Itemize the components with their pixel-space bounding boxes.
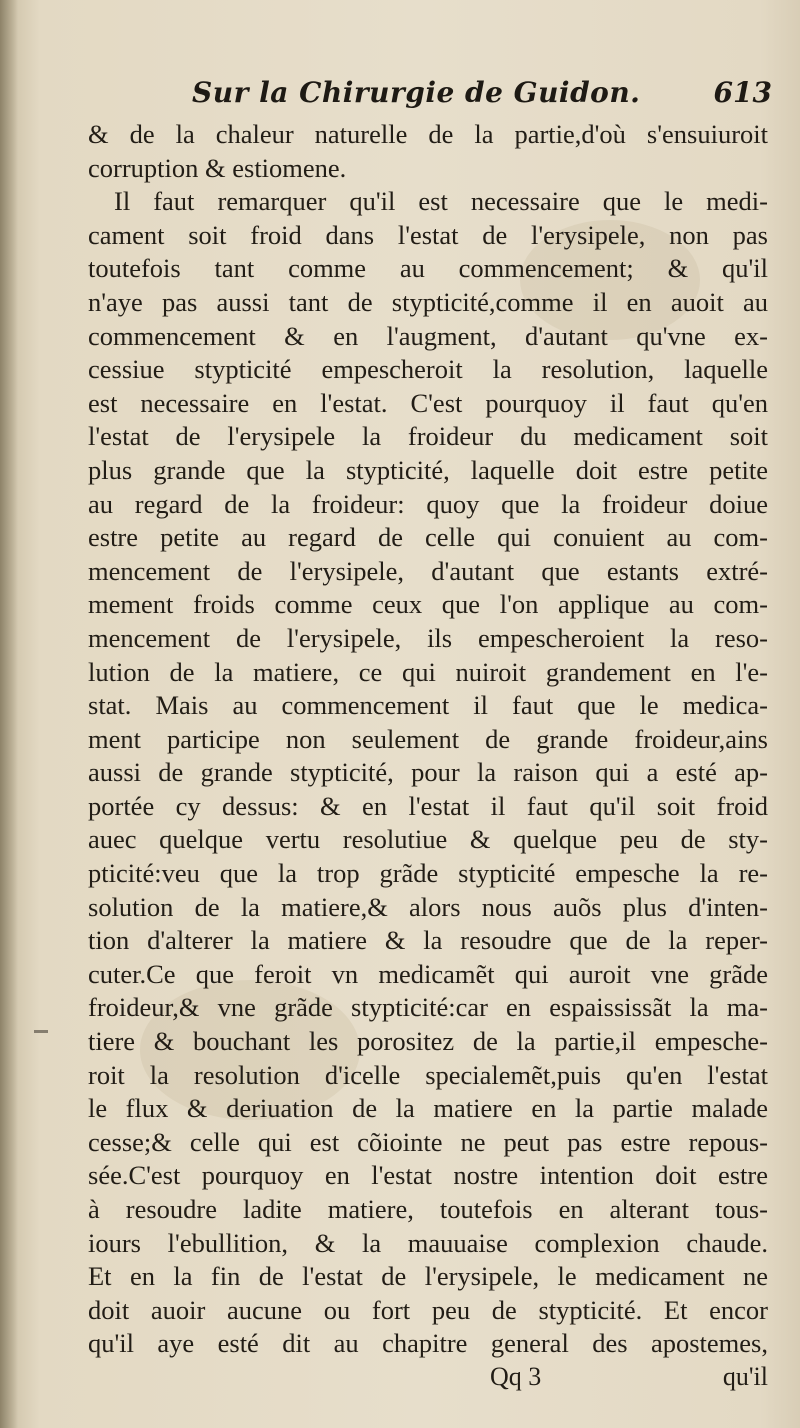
text-line: Et en la fin de l'estat de l'erysipele, le medicament ne xyxy=(88,1261,768,1292)
text-line: mement froids comme ceux que l'on applique au com- xyxy=(88,589,768,620)
text-line: doit auoir aucune ou fort peu de stypticité. Et encor xyxy=(88,1294,768,1325)
page-header xyxy=(192,72,772,116)
text-line: est necessaire en l'estat. C'est pourquoy il faut qu'en xyxy=(88,387,768,418)
text-line: plus grande que la stypticité, laquelle doit estre petite xyxy=(88,454,768,485)
text-line: corruption & estiomene. xyxy=(88,152,347,183)
text-line: aussi de grande stypticité, pour la raison qui a esté ap- xyxy=(88,757,768,788)
text-line: tion d'alterer la matiere & la resoudre que de la reper- xyxy=(88,925,768,956)
page-gutter xyxy=(0,0,18,1428)
text-line: cuter.Ce que feroit vn medicamẽt qui auroit vne grãde xyxy=(88,958,768,989)
text-line: pticité:veu que la trop grãde stypticité empesche la re- xyxy=(88,858,768,889)
text-line: mencement de l'erysipele, d'autant que estants extré- xyxy=(88,555,768,586)
text-line: lution de la matiere, ce qui nuiroit grandement en l'e- xyxy=(88,656,768,687)
text-line: ment participe non seulement de grande froideur,ains xyxy=(88,723,768,754)
text-line: cament soit froid dans l'estat de l'erysipele, non pas xyxy=(88,219,768,250)
text-line: tiere & bouchant les porositez de la partie,il empesche- xyxy=(88,1026,768,1057)
catchword: qu'il xyxy=(722,1362,768,1391)
text-line: cesse;& celle qui est cõiointe ne peut pas estre repous- xyxy=(88,1126,768,1157)
margin-mark xyxy=(34,1030,48,1033)
text-line: Il faut remarquer qu'il est necessaire que le medi- xyxy=(114,186,768,217)
text-line: au regard de la froideur: quoy que la froideur doiue xyxy=(88,488,768,519)
text-line: iours l'ebullition, & la mauuaise complexion chaude. xyxy=(88,1227,768,1258)
text-line: sée.C'est pourquoy en l'estat nostre intention doit estre xyxy=(88,1160,768,1191)
page-number: 613 xyxy=(713,76,772,109)
text-line: l'estat de l'erysipele la froideur du medicament soit xyxy=(88,421,768,452)
text-line: le flux & deriuation de la matiere en la partie malade xyxy=(88,1093,768,1124)
text-line: & de la chaleur naturelle de la partie,d'où s'ensuiuroit xyxy=(88,119,768,149)
text-line: cessiue stypticité empescheroit la resolution, laquelle xyxy=(88,354,768,385)
text-line: auec quelque vertu resolutiue & quelque peu de sty- xyxy=(88,824,768,855)
text-line: stat. Mais au commencement il faut que le medica- xyxy=(88,690,768,721)
page-footer xyxy=(88,1362,768,1398)
text-line: froideur,& vne grãde stypticité:car en espaississãt la ma- xyxy=(88,992,768,1023)
text-line: commencement & en l'augment, d'autant qu'vne ex- xyxy=(88,320,768,351)
text-line: toutefois tant comme au commencement; & qu'il xyxy=(88,253,768,284)
body-text xyxy=(88,118,768,1361)
text-line: mencement de l'erysipele, ils empescheroient la reso- xyxy=(88,622,768,653)
text-line: estre petite au regard de celle qui conuient au com- xyxy=(88,522,768,553)
text-line: solution de la matiere,& alors nous auõs plus d'inten- xyxy=(88,891,768,922)
signature-mark: Qq 3 xyxy=(490,1362,542,1391)
text-line: à resoudre ladite matiere, toutefois en alterant tous- xyxy=(88,1194,768,1224)
running-title: Sur la Chirurgie de Guidon. xyxy=(192,76,641,109)
text-line: roit la resolution d'icelle specialemẽt,puis qu'en l'estat xyxy=(88,1059,768,1090)
text-line: portée cy dessus: & en l'estat il faut qu'il soit froid xyxy=(88,790,768,821)
text-line: n'aye pas aussi tant de stypticité,comme il en auoit au xyxy=(88,286,768,317)
text-line: qu'il aye esté dit au chapitre general des apostemes, xyxy=(88,1328,768,1359)
